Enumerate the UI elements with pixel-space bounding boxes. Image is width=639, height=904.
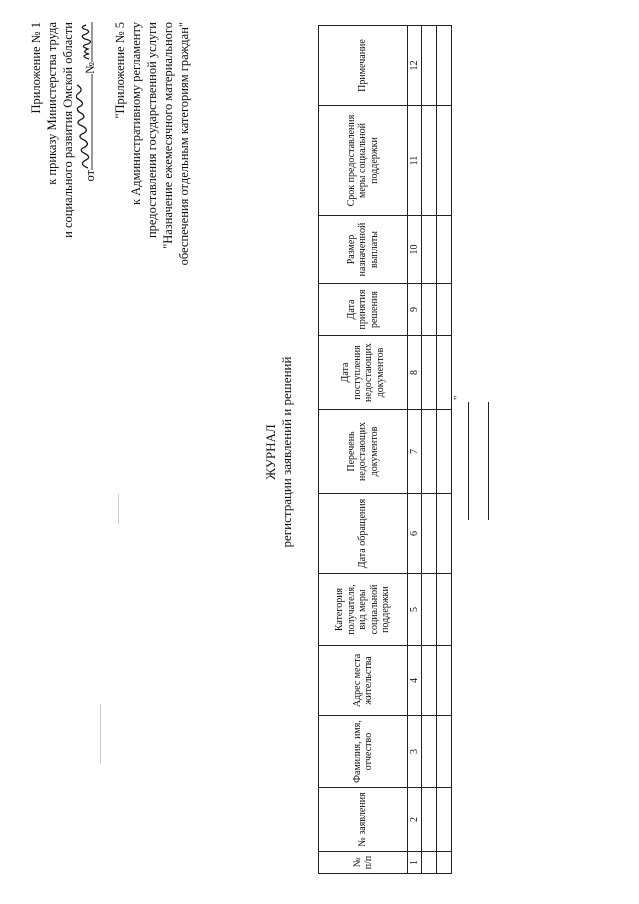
journal-table	[318, 25, 452, 874]
regulation-line-4: обеспечения отдельным категориям граждан"	[177, 22, 191, 266]
handwritten-order-date	[76, 74, 94, 170]
table-cell	[437, 716, 452, 788]
table-cell	[437, 26, 452, 106]
order-number-prefix: №	[83, 62, 97, 74]
table-cell	[437, 106, 452, 216]
table-cell	[422, 788, 437, 852]
appendix-5-line: "Приложение № 5	[113, 22, 127, 119]
table-cell	[422, 574, 437, 646]
header-cell: Перечень недостающих документов	[319, 410, 408, 494]
column-number-cell: 9	[408, 284, 422, 336]
order-date-line	[76, 22, 98, 265]
header-cell: Размер назначенной выплаты	[319, 216, 408, 284]
table-cell	[422, 716, 437, 788]
table-cell	[437, 574, 452, 646]
ministry-region-line: и социального развития Омской области	[61, 22, 75, 238]
table-cell	[422, 106, 437, 216]
table-cell	[437, 336, 452, 410]
table-cell	[422, 284, 437, 336]
table-cell	[437, 216, 452, 284]
table-header-row	[319, 26, 408, 874]
header-cell: Категория получателя, вид меры социальной поддержки	[319, 574, 408, 646]
table-cell	[437, 788, 452, 852]
table-cell	[422, 646, 437, 716]
table-cell	[422, 410, 437, 494]
journal-title	[263, 0, 295, 904]
header-cell: № п/п	[319, 852, 408, 874]
column-number-cell: 1	[408, 852, 422, 874]
table-cell	[437, 410, 452, 494]
table-cell	[422, 26, 437, 106]
regulation-line-3: "Назначение ежемесячного материального	[161, 22, 175, 249]
table-cell	[422, 852, 437, 874]
column-number-cell: 12	[408, 26, 422, 106]
column-number-cell: 8	[408, 336, 422, 410]
column-number-cell: 11	[408, 106, 422, 216]
journal-title-main: ЖУРНАЛ	[263, 424, 278, 480]
table-row	[437, 26, 452, 874]
handwritten-order-number	[76, 22, 94, 62]
closing-quote: "	[452, 395, 464, 400]
header-cell: Фамилия, имя, отчество	[319, 716, 408, 788]
table-cell	[437, 646, 452, 716]
column-number-cell: 5	[408, 574, 422, 646]
header-cell: Дата поступления недостающих документов	[319, 336, 408, 410]
ministry-line: к приказу Министерства труда	[45, 22, 59, 185]
table-row	[422, 26, 437, 874]
header-cell: Срок предоставления меры социальной поддержки	[319, 106, 408, 216]
appendix-header	[28, 22, 192, 265]
table-cell	[422, 494, 437, 574]
regulation-line-2: предоставления государственной услуги	[145, 22, 159, 239]
table-cell	[437, 852, 452, 874]
table-cell	[422, 216, 437, 284]
scan-artifact	[100, 704, 101, 764]
header-cell: Адрес места жительства	[319, 646, 408, 716]
header-cell: Дата обращения	[319, 494, 408, 574]
column-number-cell: 6	[408, 494, 422, 574]
signature-line-2	[488, 402, 489, 520]
column-number-cell: 10	[408, 216, 422, 284]
column-number-cell: 3	[408, 716, 422, 788]
journal-title-sub: регистрации заявлений и решений	[279, 356, 294, 548]
table-cell	[422, 336, 437, 410]
header-cell: № заявления	[319, 788, 408, 852]
order-from-prefix: от	[83, 169, 97, 182]
table-cell	[437, 494, 452, 574]
regulation-line-1: к Административному регламенту	[129, 22, 143, 206]
appendix-1-line: Приложение № 1	[29, 22, 43, 114]
column-number-cell: 7	[408, 410, 422, 494]
column-number-cell: 2	[408, 788, 422, 852]
header-cell: Примечание	[319, 26, 408, 106]
scan-artifact	[118, 494, 119, 524]
header-cell: Дата принятия решения	[319, 284, 408, 336]
signature-line-1	[468, 402, 469, 520]
column-number-cell: 4	[408, 646, 422, 716]
table-number-row	[408, 26, 422, 874]
table-cell	[437, 284, 452, 336]
